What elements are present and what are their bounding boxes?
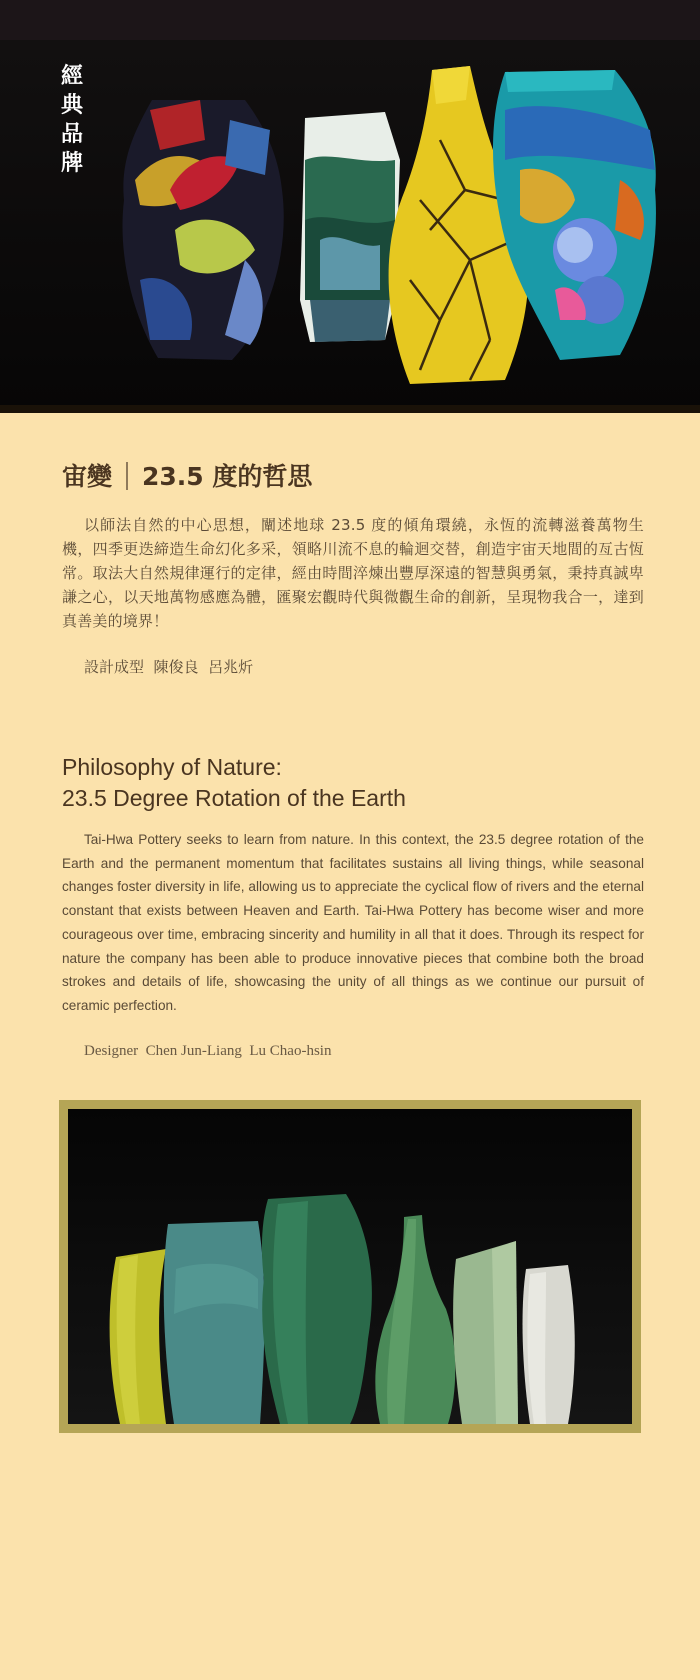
title-divider — [126, 462, 128, 490]
english-title — [62, 752, 406, 814]
celadon-vases-photo — [68, 1109, 632, 1424]
english-title-line-1: Philosophy of Nature: — [62, 754, 282, 780]
chinese-title-main: 宙變 — [62, 462, 113, 491]
brand-char-3: 品 — [60, 121, 83, 147]
brand-vertical-label — [57, 62, 87, 178]
brand-char-1: 經 — [60, 63, 83, 89]
chinese-credit: 設計成型 陳俊良 呂兆炘 — [84, 658, 254, 676]
english-credit: Designer Chen Jun-Liang Lu Chao-hsin — [84, 1043, 332, 1059]
framed-photo — [59, 1100, 641, 1433]
hero-vases-illustration — [0, 0, 700, 413]
chinese-title — [62, 457, 312, 493]
chinese-body: 以師法自然的中心思想，闡述地球 23.5 度的傾角環繞，永恆的流轉滋養萬物生機，四季更迭締造生命幻化多采，領略川流不息的輪迴交替，創造宇宙天地間的亙古恆常。取法大自然規律運行的定律，經由時間淬煉出豐厚深遠的智慧與勇氣，秉持真誠卑謙之心，以天地萬物感應為體，匯聚宏觀時代與微觀生命的創新，呈現物我合一，達到真善美的境界！ — [62, 516, 644, 630]
english-body: Tai-Hwa Pottery seeks to learn from nature. In this context, the 23.5 degree rotation of the Earth and the permanent momentum that facilitates sustains all living things, while seasonal changes foster diversity in life, allowing us to appreciate the cyclical flow of rivers and the eternal constant that exists between Heaven and Earth. Tai-Hwa Pottery has become wiser and more courageous over time, embracing sincerity and humility in all that it does. Through its respect for nature the company has been able to produce innovative pieces that combine both the broad strokes and details of life, showcasing the unity of all things as we continue our pursuit of ceramic perfection. — [62, 832, 644, 1013]
vase-landscape — [300, 112, 400, 342]
brand-char-2: 典 — [60, 92, 83, 118]
english-title-line-2: 23.5 Degree Rotation of the Earth — [62, 785, 406, 811]
vase-dark-painted — [122, 100, 283, 360]
celadon-vases-illustration — [68, 1109, 632, 1424]
hero-photo — [0, 0, 700, 413]
brand-char-4: 牌 — [60, 150, 83, 176]
chinese-title-sub: 23.5 度的哲思 — [142, 462, 313, 491]
